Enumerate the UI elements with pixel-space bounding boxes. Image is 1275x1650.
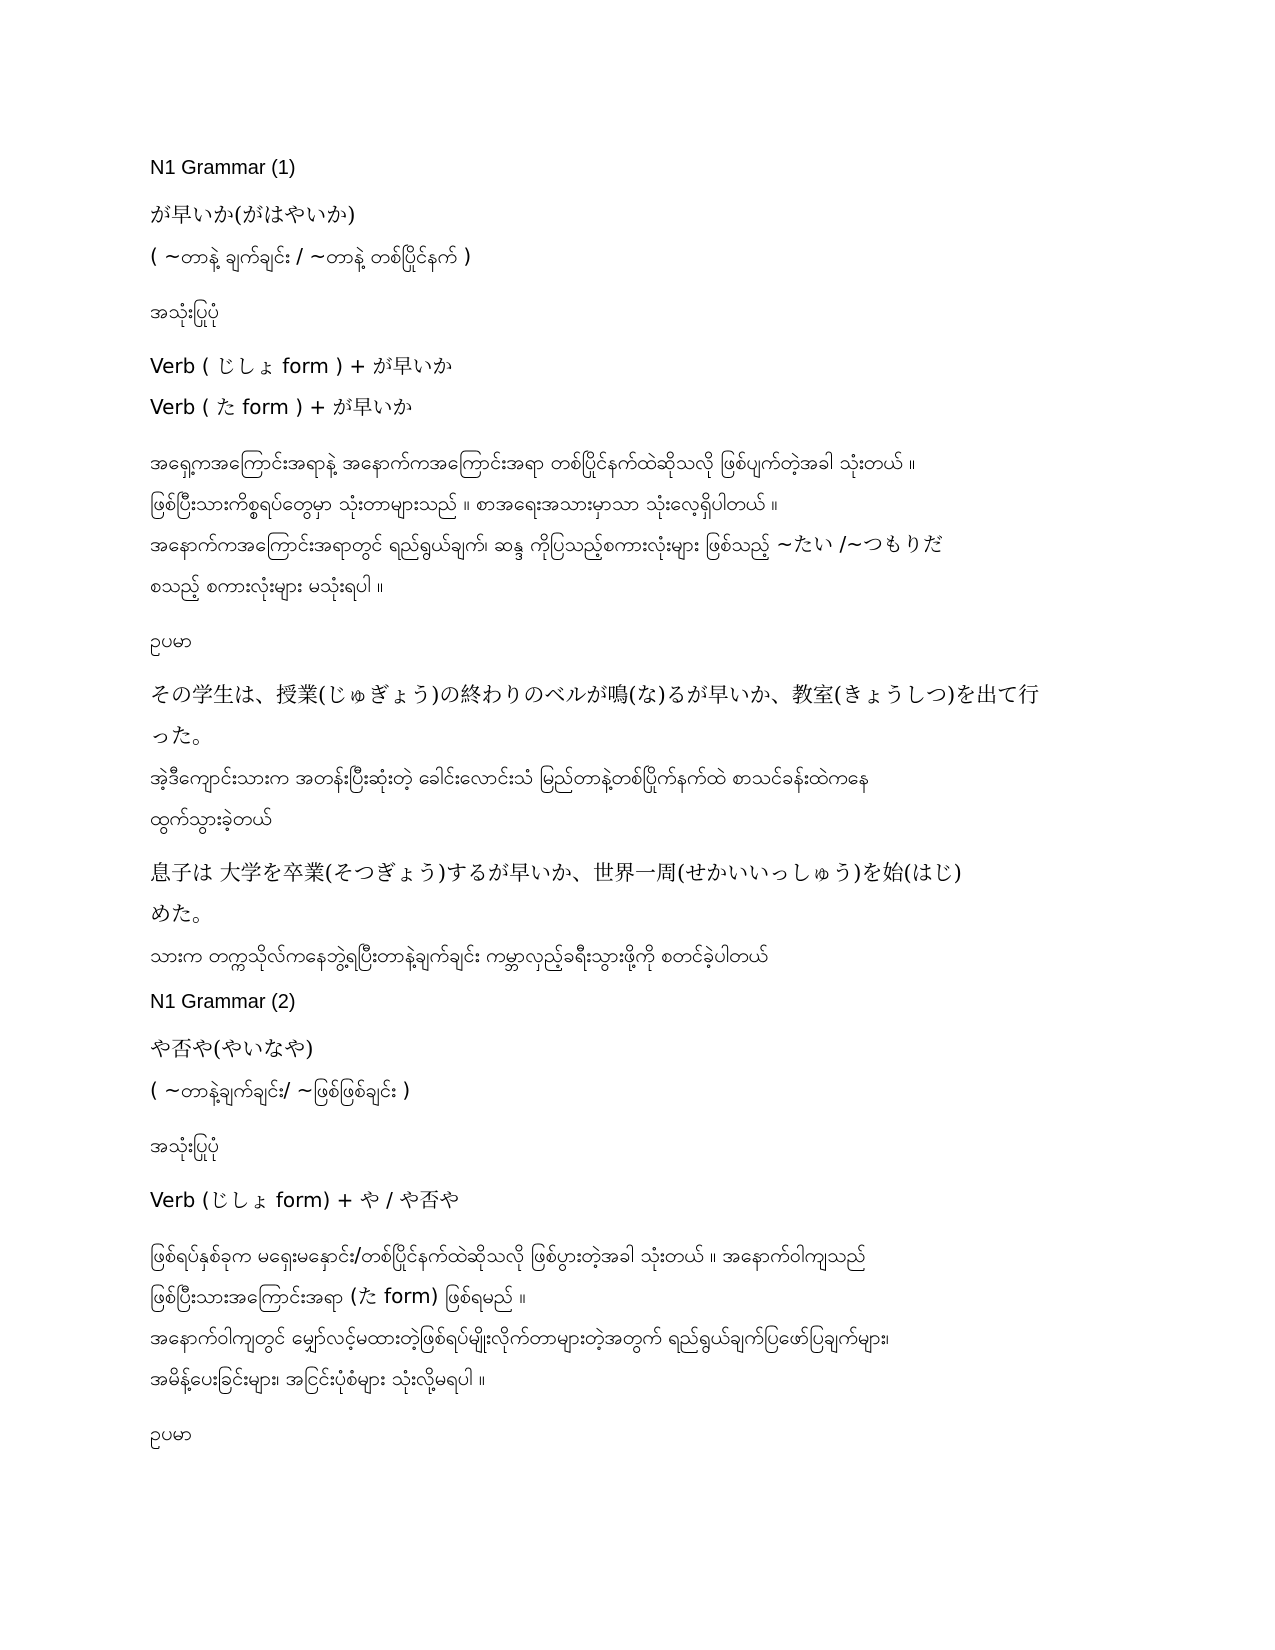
- example-label: ဥပမာ: [150, 1421, 193, 1445]
- explanation-line: စသည့် စကားလုံးများ မသုံးရပါ ။: [150, 573, 384, 597]
- usage-form: Verb ( じしょ form ) + が早いか: [150, 354, 453, 378]
- explanation-line: ဖြစ်ပြီးသားအကြောင်းအရာ (た form) ဖြစ်ရမည် ။: [150, 1284, 526, 1308]
- grammar-meaning: ( ~တာနဲ့ချက်ချင်း/ ~ဖြစ်ဖြစ်ချင်း ): [150, 1078, 411, 1102]
- example-translation: အဲ့ဒီကျောင်းသားက အတန်းပြီးဆုံးတဲ့ ခေါင်းလောင်းသံ မြည်တာနဲ့တစ်ပြိုက်နက်ထဲ စာသင်ခန်းထဲကနေ: [150, 765, 869, 789]
- explanation-line: အရှေ့ကအကြောင်းအရာနဲ့ အနောက်ကအကြောင်းအရာ တစ်ပြိုင်နက်ထဲဆိုသလို ဖြစ်ပျက်တဲ့အခါ သုံးတယ် ။: [150, 450, 916, 474]
- grammar-pattern: が早いか(がはやいか): [150, 203, 356, 227]
- example-translation: ထွက်သွားခဲ့တယ်: [150, 806, 272, 830]
- explanation-line: အနောက်ဝါကျတွင် မျှော်လင့်မထားတဲ့ဖြစ်ရပ်မျိုးလိုက်တာများတဲ့အတွက် ရည်ရွယ်ချက်ပြဖော်ပြချက်များ၊: [150, 1325, 889, 1349]
- explanation-line: ဖြစ်ရပ်နှစ်ခုက မရှေးမနှောင်း/တစ်ပြိုင်နက်ထဲဆိုသလို ဖြစ်ပွားတဲ့အခါ သုံးတယ် ။ အနောက်ဝါကျသည်: [150, 1243, 866, 1267]
- section-heading: N1 Grammar (2): [150, 991, 296, 1013]
- usage-label: အသုံးပြုပုံ: [150, 1133, 219, 1157]
- explanation-line: ဖြစ်ပြီးသားကိစ္စရပ်တွေမှာ သုံးတာများသည် ။ စာအရေးအသားမှာသာ သုံးလေ့ရှိပါတယ် ။: [150, 491, 778, 515]
- usage-form: Verb (じしょ form) + や / や否や: [150, 1188, 460, 1212]
- grammar-meaning: ( ~တာနဲ့ ချက်ချင်း / ~တာနဲ့ တစ်ပြိုင်နက် ): [150, 244, 472, 268]
- example-japanese: その学生は、授業(じゅぎょう)の終わりのベルが鳴(な)るが早いか、教室(きょうしつ)を出て行: [150, 683, 1040, 707]
- example-translation: သားက တက္ကသိုလ်ကနေဘွဲ့ရပြီးတာနဲ့ချက်ချင်း ကမ္ဘာလှည့်ခရီးသွားဖို့ကို စတင်ခဲ့ပါတယ်: [150, 943, 768, 967]
- example-japanese: めた。: [150, 902, 213, 926]
- usage-label: အသုံးပြုပုံ: [150, 299, 219, 323]
- section-heading: N1 Grammar (1): [150, 157, 296, 179]
- grammar-pattern: や否や(やいなや): [150, 1037, 314, 1061]
- explanation-line: အနောက်ကအကြောင်းအရာတွင် ရည်ရွယ်ချက်၊ ဆန္ဒ ကိုပြသည့်စကားလုံးများ ဖြစ်သည့် ~たい /~つもりだ: [150, 532, 943, 556]
- example-japanese: った。: [150, 724, 213, 748]
- example-label: ဥပမာ: [150, 628, 193, 652]
- example-japanese: 息子は 大学を卒業(そつぎょう)するが早いか、世界一周(せかいいっしゅう)を始(はじ): [150, 861, 962, 885]
- usage-form: Verb ( た form ) + が早いか: [150, 395, 413, 419]
- explanation-line: အမိန့်ပေးခြင်းများ၊ အငြင်းပုံစံများ သုံးလို့မရပါ ။: [150, 1366, 485, 1390]
- document-page: [150, 148, 1125, 1454]
